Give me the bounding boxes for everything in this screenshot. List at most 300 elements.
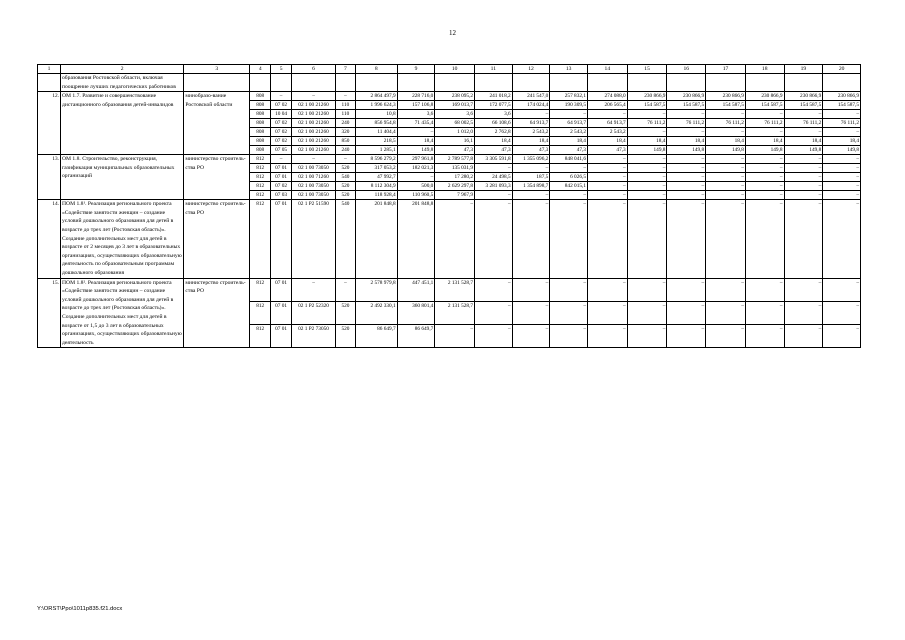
amount-cell: –	[823, 182, 861, 191]
section-code: 10 04	[271, 110, 292, 119]
section-code: –	[271, 92, 292, 101]
amount-cell: –	[512, 110, 550, 119]
amount-cell: 68 002,5	[435, 119, 475, 128]
amount-cell: 6 026,5	[550, 173, 588, 182]
gkrbs-code: 812	[250, 191, 271, 200]
amount-cell: 76 111,2	[745, 119, 784, 128]
amount-cell: 76 111,2	[627, 119, 667, 128]
amount-cell: 18,4	[627, 137, 667, 146]
target-code: 02 1 Р2 73050	[292, 325, 336, 348]
section-code: –	[271, 155, 292, 164]
target-code: –	[292, 278, 336, 301]
gkrbs-code: 808	[250, 128, 271, 137]
amount-cell: 3,6	[475, 110, 513, 119]
amount-cell: –	[550, 301, 588, 324]
row-number: 15.	[38, 278, 61, 348]
amount-cell: 182 021,3	[397, 164, 435, 173]
amount-cell: 71 435,4	[397, 119, 435, 128]
gkrbs-code: 812	[250, 325, 271, 348]
amount-cell: 64 913,7	[550, 119, 588, 128]
amount-cell: –	[475, 278, 513, 301]
amount-cell: 18,4	[823, 137, 861, 146]
empty-cell	[397, 74, 435, 92]
target-code: 02 1 00 73050	[292, 182, 336, 191]
amount-cell: 154 587,5	[627, 101, 667, 110]
amount-cell: –	[745, 110, 784, 119]
amount-cell: –	[627, 155, 667, 164]
amount-cell: –	[587, 110, 627, 119]
amount-cell: –	[587, 325, 627, 348]
target-code: 02 1 00 71260	[292, 173, 336, 182]
column-number: 7	[335, 65, 355, 74]
measure-name: ОМ 1.7. Развитие и совершенствование дистанционного образования детей-инвалидов	[61, 92, 184, 155]
amount-cell: –	[745, 200, 784, 278]
expense-type-code: –	[335, 278, 355, 301]
amount-cell: 230 866,9	[823, 92, 861, 101]
measure-name: ОМ 1.8. Строительство, реконструкция, газификация муниципальных образовательных организаций	[61, 155, 184, 200]
amount-cell: –	[823, 301, 861, 324]
amount-cell: 856 954,8	[355, 119, 397, 128]
amount-cell: –	[823, 173, 861, 182]
amount-cell: –	[587, 182, 627, 191]
amount-cell: 18,4	[667, 137, 706, 146]
amount-cell: –	[435, 200, 475, 278]
amount-cell: –	[667, 325, 706, 348]
expense-type-code: 520	[335, 191, 355, 200]
amount-cell: 2 629 297,8	[435, 182, 475, 191]
amount-cell: 149,8	[706, 146, 746, 155]
measure-name: ПОМ 1.8². Реализация регионального проекта «Содействие занятости женщин – создание условий дошкольного образования для детей в возрасте до трех лет (Ростовская область)». Создание дополнительных мест для детей в возрасте от 1,5 до 3 лет в образовательных организациях, осуществляющих образовательную деятельность	[61, 278, 184, 348]
amount-cell: 241 547,0	[512, 92, 550, 101]
amount-cell: –	[706, 110, 746, 119]
amount-cell: 47,3	[587, 146, 627, 155]
amount-cell: 47,3	[512, 146, 550, 155]
amount-cell: –	[745, 173, 784, 182]
amount-cell: –	[667, 164, 706, 173]
column-number: 6	[292, 65, 336, 74]
amount-cell: –	[627, 278, 667, 301]
amount-cell: 154 587,5	[667, 101, 706, 110]
amount-cell: –	[587, 301, 627, 324]
amount-cell: –	[823, 128, 861, 137]
gkrbs-code: 808	[250, 110, 271, 119]
executor: министерство строитель-ства РО	[184, 278, 250, 348]
amount-cell: –	[784, 191, 823, 200]
amount-cell: 3 305 591,8	[475, 155, 513, 164]
row-number: 12.	[38, 92, 61, 155]
amount-cell: 64 913,7	[587, 119, 627, 128]
amount-cell: 317 053,2	[355, 164, 397, 173]
column-number: 5	[271, 65, 292, 74]
amount-cell: 149,8	[823, 146, 861, 155]
amount-cell: –	[512, 191, 550, 200]
section-code: 07 02	[271, 182, 292, 191]
column-number: 15	[627, 65, 667, 74]
amount-cell: 230 866,9	[667, 92, 706, 101]
amount-cell: 257 832,1	[550, 92, 588, 101]
expense-type-code: 110	[335, 110, 355, 119]
empty-cell	[435, 74, 475, 92]
expense-type-code: 850	[335, 137, 355, 146]
amount-cell: 274 088,0	[587, 92, 627, 101]
amount-cell: –	[550, 278, 588, 301]
amount-cell: 2 131 528,7	[435, 301, 475, 324]
amount-cell: 17 280,2	[435, 173, 475, 182]
column-number: 2	[61, 65, 184, 74]
amount-cell: –	[745, 128, 784, 137]
section-code: 07 01	[271, 200, 292, 278]
amount-cell: 149,8	[627, 146, 667, 155]
executor: минобразо-вание Ростовской области	[184, 92, 250, 155]
amount-cell: 2 543,2	[587, 128, 627, 137]
amount-cell: –	[550, 110, 588, 119]
empty-cell	[250, 74, 271, 92]
column-number: 17	[706, 65, 746, 74]
target-code: 02 1 00 73050	[292, 164, 336, 173]
empty-cell	[355, 74, 397, 92]
gkrbs-code: 812	[250, 173, 271, 182]
amount-cell: 157 106,8	[397, 101, 435, 110]
amount-cell: 66 108,6	[475, 119, 513, 128]
amount-cell: –	[475, 325, 513, 348]
amount-cell: 11 404,4	[355, 128, 397, 137]
empty-cell	[475, 74, 513, 92]
amount-cell: –	[745, 182, 784, 191]
amount-cell: 47,3	[550, 146, 588, 155]
amount-cell: –	[435, 325, 475, 348]
expense-type-code: 240	[335, 146, 355, 155]
table-row	[38, 155, 861, 164]
amount-cell: –	[784, 325, 823, 348]
amount-cell: –	[784, 278, 823, 301]
amount-cell: 1 355 096,2	[512, 155, 550, 164]
amount-cell: 64 913,7	[512, 119, 550, 128]
amount-cell: 110 960,5	[397, 191, 435, 200]
section-code: 07 01	[271, 325, 292, 348]
amount-cell: 3,6	[397, 110, 435, 119]
amount-cell: –	[823, 191, 861, 200]
amount-cell: 1 354 898,7	[512, 182, 550, 191]
target-code: 02 1 Р2 52320	[292, 301, 336, 324]
target-code: 02 1 00 21260	[292, 110, 336, 119]
amount-cell: 76 111,2	[823, 119, 861, 128]
amount-cell: –	[667, 191, 706, 200]
empty-cell	[184, 74, 250, 92]
amount-cell: –	[627, 325, 667, 348]
gkrbs-code: 808	[250, 146, 271, 155]
amount-cell: 86 649,7	[355, 325, 397, 348]
gkrbs-code: 812	[250, 155, 271, 164]
expense-type-code: 110	[335, 101, 355, 110]
amount-cell: –	[823, 164, 861, 173]
gkrbs-code: 812	[250, 278, 271, 301]
amount-cell: –	[745, 164, 784, 173]
amount-cell: –	[667, 200, 706, 278]
amount-cell: –	[587, 200, 627, 278]
amount-cell: 18,4	[512, 137, 550, 146]
empty-cell	[784, 74, 823, 92]
amount-cell: –	[667, 128, 706, 137]
expense-type-code: –	[335, 92, 355, 101]
executor: министерство строитель-ства РО	[184, 200, 250, 278]
amount-cell: 76 111,2	[706, 119, 746, 128]
amount-cell: 201 848,8	[355, 200, 397, 278]
amount-cell: 118 928,4	[355, 191, 397, 200]
section-code: 07 03	[271, 191, 292, 200]
expense-type-code: 520	[335, 325, 355, 348]
row-number: 14.	[38, 200, 61, 278]
amount-cell: –	[784, 155, 823, 164]
empty-cell	[627, 74, 667, 92]
amount-cell: –	[587, 191, 627, 200]
amount-cell: –	[587, 278, 627, 301]
amount-cell: 18,4	[706, 137, 746, 146]
amount-cell: 1 285,1	[355, 146, 397, 155]
amount-cell: –	[823, 200, 861, 278]
amount-cell: –	[627, 200, 667, 278]
column-number: 4	[250, 65, 271, 74]
column-number: 10	[435, 65, 475, 74]
amount-cell: –	[627, 173, 667, 182]
amount-cell: –	[667, 110, 706, 119]
column-number: 19	[784, 65, 823, 74]
empty-cell	[550, 74, 588, 92]
amount-cell: –	[587, 164, 627, 173]
amount-cell: –	[706, 155, 746, 164]
amount-cell: –	[823, 325, 861, 348]
amount-cell: 76 111,2	[667, 119, 706, 128]
gkrbs-code: 812	[250, 301, 271, 324]
section-code: 07 02	[271, 119, 292, 128]
section-code: 07 01	[271, 301, 292, 324]
amount-cell: –	[512, 164, 550, 173]
expense-type-code: 520	[335, 164, 355, 173]
amount-cell: 86 649,7	[397, 325, 435, 348]
amount-cell: –	[784, 200, 823, 278]
expense-type-code: –	[335, 155, 355, 164]
amount-cell: –	[512, 200, 550, 278]
amount-cell: –	[706, 301, 746, 324]
amount-cell: –	[397, 173, 435, 182]
amount-cell: 297 961,8	[397, 155, 435, 164]
amount-cell: 1 996 624,3	[355, 101, 397, 110]
amount-cell: 3 281 093,3	[475, 182, 513, 191]
amount-cell: –	[667, 173, 706, 182]
amount-cell: –	[667, 301, 706, 324]
amount-cell: 7 967,9	[435, 191, 475, 200]
row-number: 13.	[38, 155, 61, 200]
amount-cell: 447 451,1	[397, 278, 435, 301]
amount-cell: –	[706, 173, 746, 182]
amount-cell: –	[667, 155, 706, 164]
amount-cell: –	[587, 173, 627, 182]
amount-cell: 16,1	[435, 137, 475, 146]
amount-cell: 201 848,8	[397, 200, 435, 278]
amount-cell: –	[745, 278, 784, 301]
amount-cell: 3,6	[435, 110, 475, 119]
amount-cell: –	[627, 128, 667, 137]
amount-cell: –	[784, 128, 823, 137]
amount-cell: –	[745, 301, 784, 324]
page-number: 12	[449, 29, 456, 37]
target-code: 02 1 Р2 51590	[292, 200, 336, 278]
amount-cell: 47 992,7	[355, 173, 397, 182]
amount-cell: 174 024,4	[512, 101, 550, 110]
section-code: 07 02	[271, 101, 292, 110]
target-code: 02 1 00 21260	[292, 128, 336, 137]
amount-cell: 10,8	[355, 110, 397, 119]
expense-type-code: 240	[335, 119, 355, 128]
amount-cell: –	[706, 191, 746, 200]
amount-cell: –	[512, 301, 550, 324]
amount-cell: 172 077,5	[475, 101, 513, 110]
target-code: 02 1 00 21260	[292, 137, 336, 146]
target-code: 02 1 00 21260	[292, 101, 336, 110]
amount-cell: 18,4	[397, 137, 435, 146]
column-number: 16	[667, 65, 706, 74]
table-row	[38, 278, 861, 301]
amount-cell: 47,3	[435, 146, 475, 155]
empty-cell	[823, 74, 861, 92]
amount-cell: –	[823, 155, 861, 164]
amount-cell: 149,8	[745, 146, 784, 155]
amount-cell: –	[627, 191, 667, 200]
amount-cell: 2 543,2	[550, 128, 588, 137]
empty-cell	[292, 74, 336, 92]
expense-type-code: 520	[335, 301, 355, 324]
amount-cell: –	[706, 200, 746, 278]
target-code: –	[292, 92, 336, 101]
target-code: 02 1 00 73050	[292, 191, 336, 200]
amount-cell: 18,4	[550, 137, 588, 146]
amount-cell: 154 587,5	[745, 101, 784, 110]
amount-cell: 206 565,4	[587, 101, 627, 110]
section-code: 07 05	[271, 146, 292, 155]
amount-cell: –	[550, 191, 588, 200]
amount-cell: 18,4	[587, 137, 627, 146]
amount-cell: –	[745, 155, 784, 164]
amount-cell: 18,4	[784, 137, 823, 146]
gkrbs-code: 808	[250, 92, 271, 101]
amount-cell: –	[706, 182, 746, 191]
amount-cell: 2 864 497,9	[355, 92, 397, 101]
amount-cell: 24 498,5	[475, 173, 513, 182]
amount-cell: 218,5	[355, 137, 397, 146]
amount-cell: 135 031,9	[435, 164, 475, 173]
amount-cell: –	[706, 164, 746, 173]
amount-cell: 187,5	[512, 173, 550, 182]
amount-cell: 848 041,6	[550, 155, 588, 164]
amount-cell: –	[587, 155, 627, 164]
amount-cell: 360 801,4	[397, 301, 435, 324]
measure-name: ПОМ 1.8¹. Реализация регионального проекта «Содействие занятости женщин – создание условий дошкольного образования для детей в возрасте до трех лет (Ростовская область)». Создание дополнительных мест для детей в возрасте от 2 месяцев до 3 лет в образовательных организациях, осуществляющих образовательную деятельность по образовательным программам дошкольного образования	[61, 200, 184, 278]
amount-cell: –	[784, 110, 823, 119]
gkrbs-code: 812	[250, 200, 271, 278]
column-number: 20	[823, 65, 861, 74]
amount-cell: –	[627, 301, 667, 324]
section-code: 07 02	[271, 128, 292, 137]
amount-cell: –	[475, 301, 513, 324]
amount-cell: –	[627, 182, 667, 191]
amount-cell: 2 131 528,7	[435, 278, 475, 301]
amount-cell: –	[475, 164, 513, 173]
amount-cell: 238 095,2	[435, 92, 475, 101]
budget-table	[37, 64, 861, 348]
amount-cell: 2 762,8	[475, 128, 513, 137]
amount-cell: –	[745, 191, 784, 200]
empty-cell	[706, 74, 746, 92]
column-number: 13	[550, 65, 588, 74]
amount-cell: 47,3	[475, 146, 513, 155]
amount-cell: –	[475, 200, 513, 278]
target-code: 02 1 00 21260	[292, 119, 336, 128]
amount-cell: –	[512, 325, 550, 348]
amount-cell: –	[784, 182, 823, 191]
amount-cell: –	[706, 128, 746, 137]
amount-cell: 230 866,9	[745, 92, 784, 101]
section-code: 07 01	[271, 164, 292, 173]
amount-cell: 500,0	[397, 182, 435, 191]
continuation-row	[38, 74, 861, 92]
amount-cell: –	[550, 200, 588, 278]
target-code: –	[292, 155, 336, 164]
column-number-row	[38, 65, 861, 74]
gkrbs-code: 808	[250, 101, 271, 110]
amount-cell: 154 587,5	[823, 101, 861, 110]
section-code: 07 02	[271, 137, 292, 146]
section-code: 07 01	[271, 278, 292, 301]
expense-type-code: 540	[335, 173, 355, 182]
column-number: 1	[38, 65, 61, 74]
empty-cell	[512, 74, 550, 92]
section-code: 07 01	[271, 173, 292, 182]
amount-cell: 230 866,9	[784, 92, 823, 101]
amount-cell: –	[784, 173, 823, 182]
amount-cell: 228 716,0	[397, 92, 435, 101]
amount-cell: 8 112 304,9	[355, 182, 397, 191]
amount-cell: –	[475, 191, 513, 200]
column-number: 3	[184, 65, 250, 74]
table-body	[38, 65, 861, 348]
amount-cell: 842 015,1	[550, 182, 588, 191]
column-number: 14	[587, 65, 627, 74]
gkrbs-code: 808	[250, 137, 271, 146]
measure-name: образования Ростовской области, включая поощрение лучших педагогических работников	[61, 74, 184, 92]
column-number: 11	[475, 65, 513, 74]
amount-cell: –	[823, 110, 861, 119]
amount-cell: –	[627, 110, 667, 119]
expense-type-code: 540	[335, 200, 355, 278]
amount-cell: –	[550, 325, 588, 348]
gkrbs-code: 812	[250, 164, 271, 173]
amount-cell: 2 492 330,1	[355, 301, 397, 324]
amount-cell: –	[706, 278, 746, 301]
amount-cell: –	[784, 301, 823, 324]
amount-cell: –	[550, 164, 588, 173]
empty-cell	[745, 74, 784, 92]
empty-cell	[335, 74, 355, 92]
gkrbs-code: 808	[250, 119, 271, 128]
amount-cell: 149,8	[784, 146, 823, 155]
column-number: 9	[397, 65, 435, 74]
amount-cell: –	[627, 164, 667, 173]
expense-type-code: 520	[335, 182, 355, 191]
amount-cell: 241 018,2	[475, 92, 513, 101]
amount-cell: –	[784, 164, 823, 173]
column-number: 12	[512, 65, 550, 74]
gkrbs-code: 812	[250, 182, 271, 191]
executor: министерство строитель-ства РО	[184, 155, 250, 200]
